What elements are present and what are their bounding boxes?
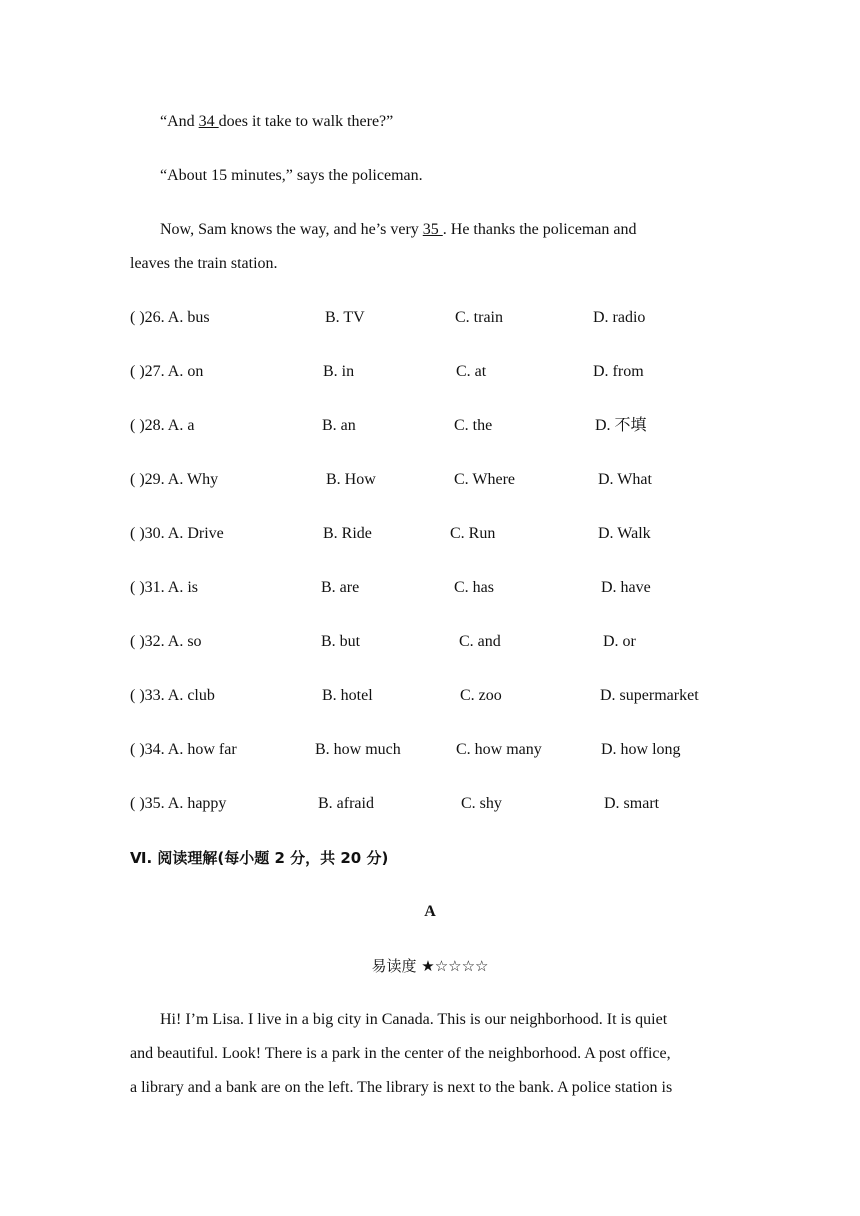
question-option-a: ( )32. A. so — [130, 633, 202, 650]
reading-line-3: a library and a bank are on the left. The library is next to the bank. A police station is — [130, 1079, 673, 1096]
question-option-b: B. are — [321, 579, 360, 596]
blank-34: 34 — [198, 113, 219, 130]
passage-text: Now, Sam knows the way, and he’s very — [160, 221, 423, 238]
question-option-c: C. how many — [456, 741, 542, 758]
question-option-a: ( )31. A. is — [130, 579, 198, 596]
question-option-c: C. has — [454, 579, 494, 596]
question-option-b: B. afraid — [318, 795, 374, 812]
question-option-a: ( )26. A. bus — [130, 309, 210, 326]
question-option-a: ( )34. A. how far — [130, 741, 237, 758]
passage-text: . He thanks the policeman and — [442, 221, 637, 238]
question-option-c: C. train — [455, 309, 503, 326]
question-option-b: B. an — [322, 417, 356, 434]
question-option-d: D. from — [593, 363, 644, 380]
passage-text: does it take to walk there?” — [218, 113, 394, 130]
section-heading: Ⅵ. 阅读理解(每小题 2 分，共 20 分) — [130, 849, 389, 867]
passage-line-35 — [160, 220, 636, 240]
reading-line-1: Hi! I’m Lisa. I live in a big city in Canada. This is our neighborhood. It is quiet — [160, 1011, 668, 1028]
question-option-c: C. Run — [450, 525, 496, 542]
question-option-b: B. TV — [325, 309, 365, 326]
question-option-d: D. have — [601, 579, 651, 596]
question-option-a: ( )29. A. Why — [130, 471, 219, 488]
question-option-d: D. smart — [604, 795, 660, 812]
question-option-a: ( )30. A. Drive — [130, 525, 224, 542]
passage-text: “And — [160, 113, 199, 130]
part-label: A — [424, 903, 436, 920]
question-option-c: C. and — [459, 633, 501, 650]
question-option-d: D. 不填 — [595, 417, 647, 434]
blank-35: 35 — [422, 221, 443, 238]
passage-line-minutes: “About 15 minutes,” says the policeman. — [160, 167, 423, 184]
question-option-b: B. but — [321, 633, 361, 650]
question-option-b: B. hotel — [322, 687, 373, 704]
question-option-d: D. supermarket — [600, 687, 699, 704]
question-option-b: B. How — [326, 471, 376, 488]
question-option-a: ( )33. A. club — [130, 687, 215, 704]
question-option-c: C. the — [454, 417, 493, 434]
passage-line-continued: leaves the train station. — [130, 255, 278, 272]
passage-line-34 — [160, 112, 393, 132]
question-option-d: D. What — [598, 471, 652, 488]
question-option-d: D. or — [603, 633, 636, 650]
question-option-b: B. in — [323, 363, 355, 380]
question-option-a: ( )27. A. on — [130, 363, 204, 380]
question-option-c: C. Where — [454, 471, 516, 488]
question-option-c: C. zoo — [460, 687, 502, 704]
difficulty-rating: 易读度 ★☆☆☆☆ — [371, 957, 489, 975]
question-option-c: C. at — [456, 363, 487, 380]
question-option-a: ( )35. A. happy — [130, 795, 227, 812]
question-option-b: B. how much — [315, 741, 401, 758]
question-option-d: D. radio — [593, 309, 646, 326]
reading-line-2: and beautiful. Look! There is a park in the center of the neighborhood. A post office, — [130, 1045, 671, 1062]
question-option-d: D. Walk — [598, 525, 651, 542]
question-option-c: C. shy — [461, 795, 502, 812]
question-option-d: D. how long — [601, 741, 681, 758]
question-option-a: ( )28. A. a — [130, 417, 195, 434]
question-option-b: B. Ride — [323, 525, 372, 542]
